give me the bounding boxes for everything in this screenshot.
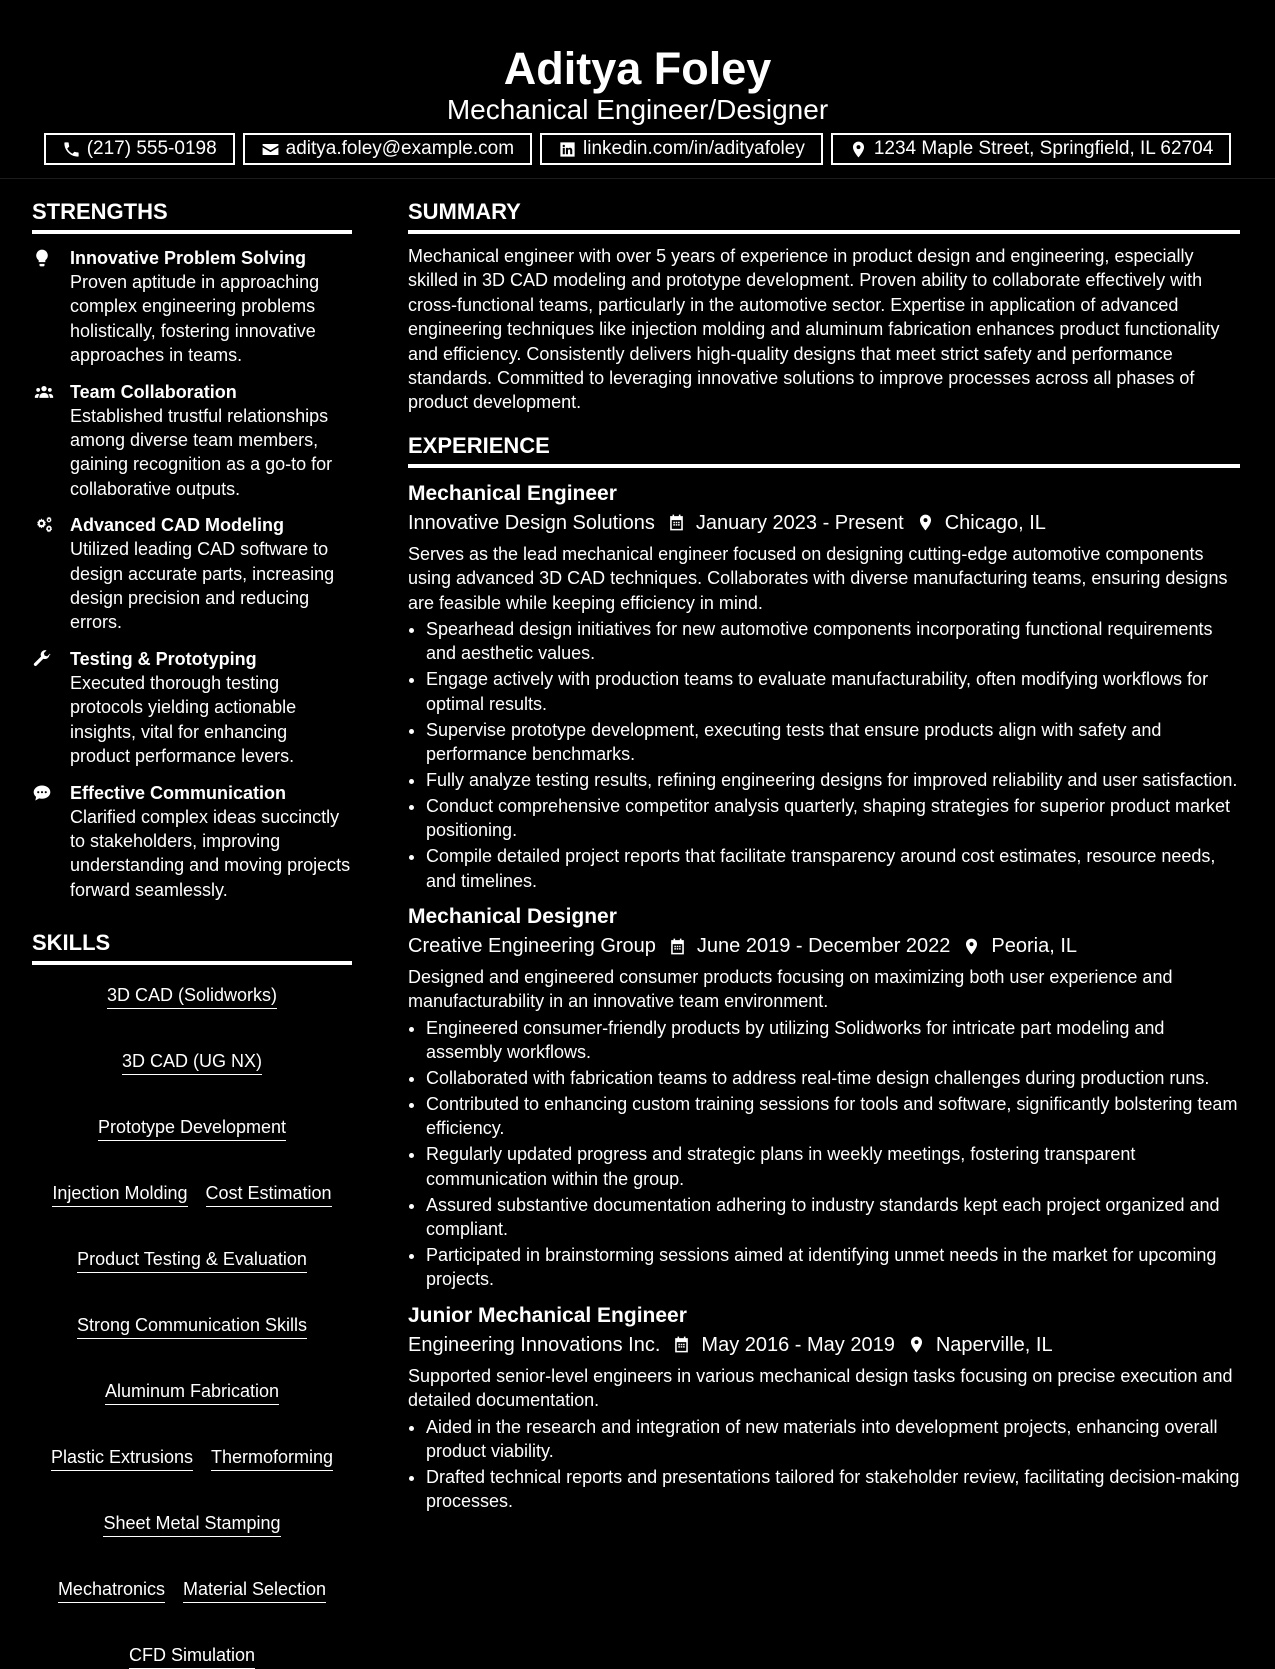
job-bullet: • Supervise prototype development, executing tests that ensure products align with safety and performance benchmarks. [426, 718, 1240, 767]
location-icon [849, 140, 868, 159]
contact-linkedin[interactable] [540, 133, 823, 165]
strength-title: Innovative Problem Solving [70, 248, 307, 268]
job-company: Engineering Innovations Inc. [408, 1333, 661, 1356]
job-meta [408, 508, 1240, 538]
calendar-icon [672, 1335, 691, 1354]
location-icon [907, 1335, 926, 1354]
skill-tag: Mechatronics [58, 1577, 165, 1603]
linkedin-icon [558, 140, 577, 159]
job-bullet: • Participated in brainstorming sessions aimed at identifying unmet needs in the market for upcoming projects. [426, 1243, 1240, 1292]
skill-tag: 3D CAD (UG NX) [122, 1049, 262, 1075]
strength-desc: Executed thorough testing protocols yielding actionable insights, vital for enhancing product performance levers. [70, 672, 297, 767]
calendar-icon [668, 937, 687, 956]
summary-text: Mechanical engineer with over 5 years of experience in product design and engineering, especially skilled in 3D CAD modeling and prototype development. Proven ability to collaborate effectively with cross-functional teams, particularly in the automotive sector. Expertise in application of advanced engineering techniques like injection molding and aluminum fabrication enhances product functionality and efficiency. Consistently delivers high-quality designs that meet strict safety and performance standards. Committed to leveraging innovative solutions to improve processes across all phases of product development. [408, 246, 1220, 413]
job-meta [408, 1330, 1240, 1360]
job-location: Chicago, IL [944, 511, 1046, 534]
skill-tag: Prototype Development [98, 1115, 286, 1141]
experience-heading: EXPERIENCE [408, 431, 1240, 468]
job-dates: January 2023 - Present [695, 511, 904, 534]
strength-item [32, 246, 352, 368]
left-column [32, 197, 352, 1669]
strength-item [32, 513, 352, 635]
job-bullet: • Engineered consumer-friendly products by utilizing Solidworks for intricate part modeling and assembly workflows. [426, 1016, 1240, 1065]
job-title: Mechanical Designer [408, 905, 617, 929]
strength-desc: Proven aptitude in approaching complex engineering problems holistically, fostering innovative approaches in teams. [70, 272, 320, 366]
candidate-title: Mechanical Engineer/Designer [446, 94, 829, 125]
wrench-icon [32, 649, 52, 669]
job-bullets [408, 1016, 1240, 1292]
contact-address[interactable] [831, 133, 1231, 165]
strength-title: Advanced CAD Modeling [70, 515, 285, 536]
job-description: Serves as the lead mechanical engineer focused on designing cutting-edge automotive components using advanced 3D CAD techniques. Collaborates with diverse manufacturing teams, ensuring designs are feasible while keeping efficiency in mind. [408, 543, 1228, 613]
skills-list [32, 977, 352, 1669]
strength-item [32, 781, 352, 903]
job-location: Peoria, IL [991, 935, 1078, 958]
skill-tag: 3D CAD (Solidworks) [107, 983, 277, 1009]
contact-phone[interactable] [44, 133, 235, 165]
skill-tag: Injection Molding [52, 1181, 187, 1207]
job-bullet: • Compile detailed project reports that facilitate transparency around cost estimates, resource needs, and timelines. [426, 844, 1240, 893]
job-bullet: • Engage actively with production teams to evaluate manufacturability, often modifying workflows for optimal results. [426, 667, 1240, 716]
location-icon [916, 513, 935, 532]
job-dates: May 2016 - May 2019 [701, 1333, 895, 1356]
job-bullet: • Spearhead design initiatives for new automotive components incorporating functional requirements and aesthetic values. [426, 617, 1240, 666]
strengths-heading: STRENGTHS [32, 197, 352, 234]
job-bullet: • Aided in the research and integration of new materials into development projects, enhancing overall product viability. [426, 1415, 1240, 1464]
resume-header [0, 0, 1275, 179]
job-bullet: • Conduct comprehensive competitor analysis quarterly, shaping strategies for superior product market positioning. [426, 794, 1240, 843]
strength-title: Effective Communication [70, 782, 287, 803]
job-meta [408, 931, 1240, 961]
strength-desc: Established trustful relationships among diverse team members, gaining recognition as a go-to for collaborative outputs. [70, 405, 333, 499]
skill-tag: Material Selection [183, 1577, 326, 1603]
job-dates: June 2019 - December 2022 [696, 935, 951, 958]
job-title: Mechanical Engineer [408, 481, 617, 505]
gears-icon [32, 515, 56, 535]
skill-tag: Cost Estimation [206, 1181, 332, 1207]
lightbulb-icon [32, 248, 52, 268]
strength-desc: Clarified complex ideas succinctly to stakeholders, improving understanding and moving projects forward seamlessly. [70, 806, 351, 900]
job-entry [408, 903, 1240, 1292]
job-entry [408, 480, 1240, 893]
job-title: Junior Mechanical Engineer [408, 1303, 687, 1327]
strength-title: Team Collaboration [70, 381, 237, 402]
skill-tag: CFD Simulation [129, 1643, 255, 1669]
job-bullet: • Fully analyze testing results, refining engineering designs for improved reliability and user satisfaction. [426, 768, 1240, 792]
job-bullet: • Drafted technical reports and presentations tailored for stakeholder review, facilitating decision-making processes. [426, 1465, 1240, 1514]
contact-bar [0, 133, 1275, 165]
location-icon [962, 937, 981, 956]
candidate-name: Aditya Foley [503, 43, 772, 94]
job-bullet: • Assured substantive documentation adhering to industry standards kept each project organized and compliant. [426, 1193, 1240, 1242]
job-bullet: • Regularly updated progress and strategic plans in weekly meetings, fostering transparent communication within the group. [426, 1142, 1240, 1191]
job-description: Designed and engineered consumer products focusing on maximizing both user experience and manufacturability in an innovative team environment. [408, 967, 1173, 1012]
phone-icon [62, 140, 81, 159]
skill-tag: Strong Communication Skills [77, 1313, 307, 1339]
skill-tag: Plastic Extrusions [51, 1445, 193, 1471]
job-bullets [408, 617, 1240, 893]
job-description: Supported senior-level engineers in various mechanical design tasks focusing on precise execution and detailed documentation. [408, 1365, 1233, 1411]
strength-item [32, 647, 352, 769]
skills-heading: SKILLS [32, 928, 352, 965]
contact-email-text: aditya.foley@example.com [285, 138, 515, 159]
job-entry [408, 1302, 1240, 1514]
skill-tag: Thermoforming [211, 1445, 333, 1471]
contact-phone-text: (217) 555-0198 [86, 138, 217, 159]
comment-icon [32, 783, 52, 803]
job-bullets [408, 1415, 1240, 1514]
right-column [408, 197, 1240, 1524]
strength-desc: Utilized leading CAD software to design accurate parts, increasing design precision and reducing errors. [70, 539, 335, 633]
contact-linkedin-text: linkedin.com/in/adityafoley [583, 138, 805, 159]
skill-tag: Product Testing & Evaluation [77, 1247, 307, 1273]
job-bullet: • Contributed to enhancing custom training sessions for tools and software, significantly bolstering team efficiency. [426, 1092, 1240, 1141]
strength-title: Testing & Prototyping [70, 648, 257, 669]
skill-tag: Sheet Metal Stamping [103, 1511, 280, 1537]
calendar-icon [667, 513, 686, 532]
job-bullet: • Collaborated with fabrication teams to address real-time design challenges during production runs. [426, 1066, 1240, 1090]
job-company: Innovative Design Solutions [408, 511, 655, 534]
summary-heading: SUMMARY [408, 197, 1240, 234]
users-icon [32, 382, 56, 402]
contact-address-text: 1234 Maple Street, Springfield, IL 62704 [873, 138, 1214, 159]
email-icon [261, 140, 280, 159]
skill-tag: Aluminum Fabrication [105, 1379, 279, 1405]
contact-email[interactable] [243, 133, 532, 165]
job-location: Naperville, IL [935, 1333, 1053, 1356]
strength-item [32, 380, 352, 502]
job-company: Creative Engineering Group [408, 935, 656, 958]
